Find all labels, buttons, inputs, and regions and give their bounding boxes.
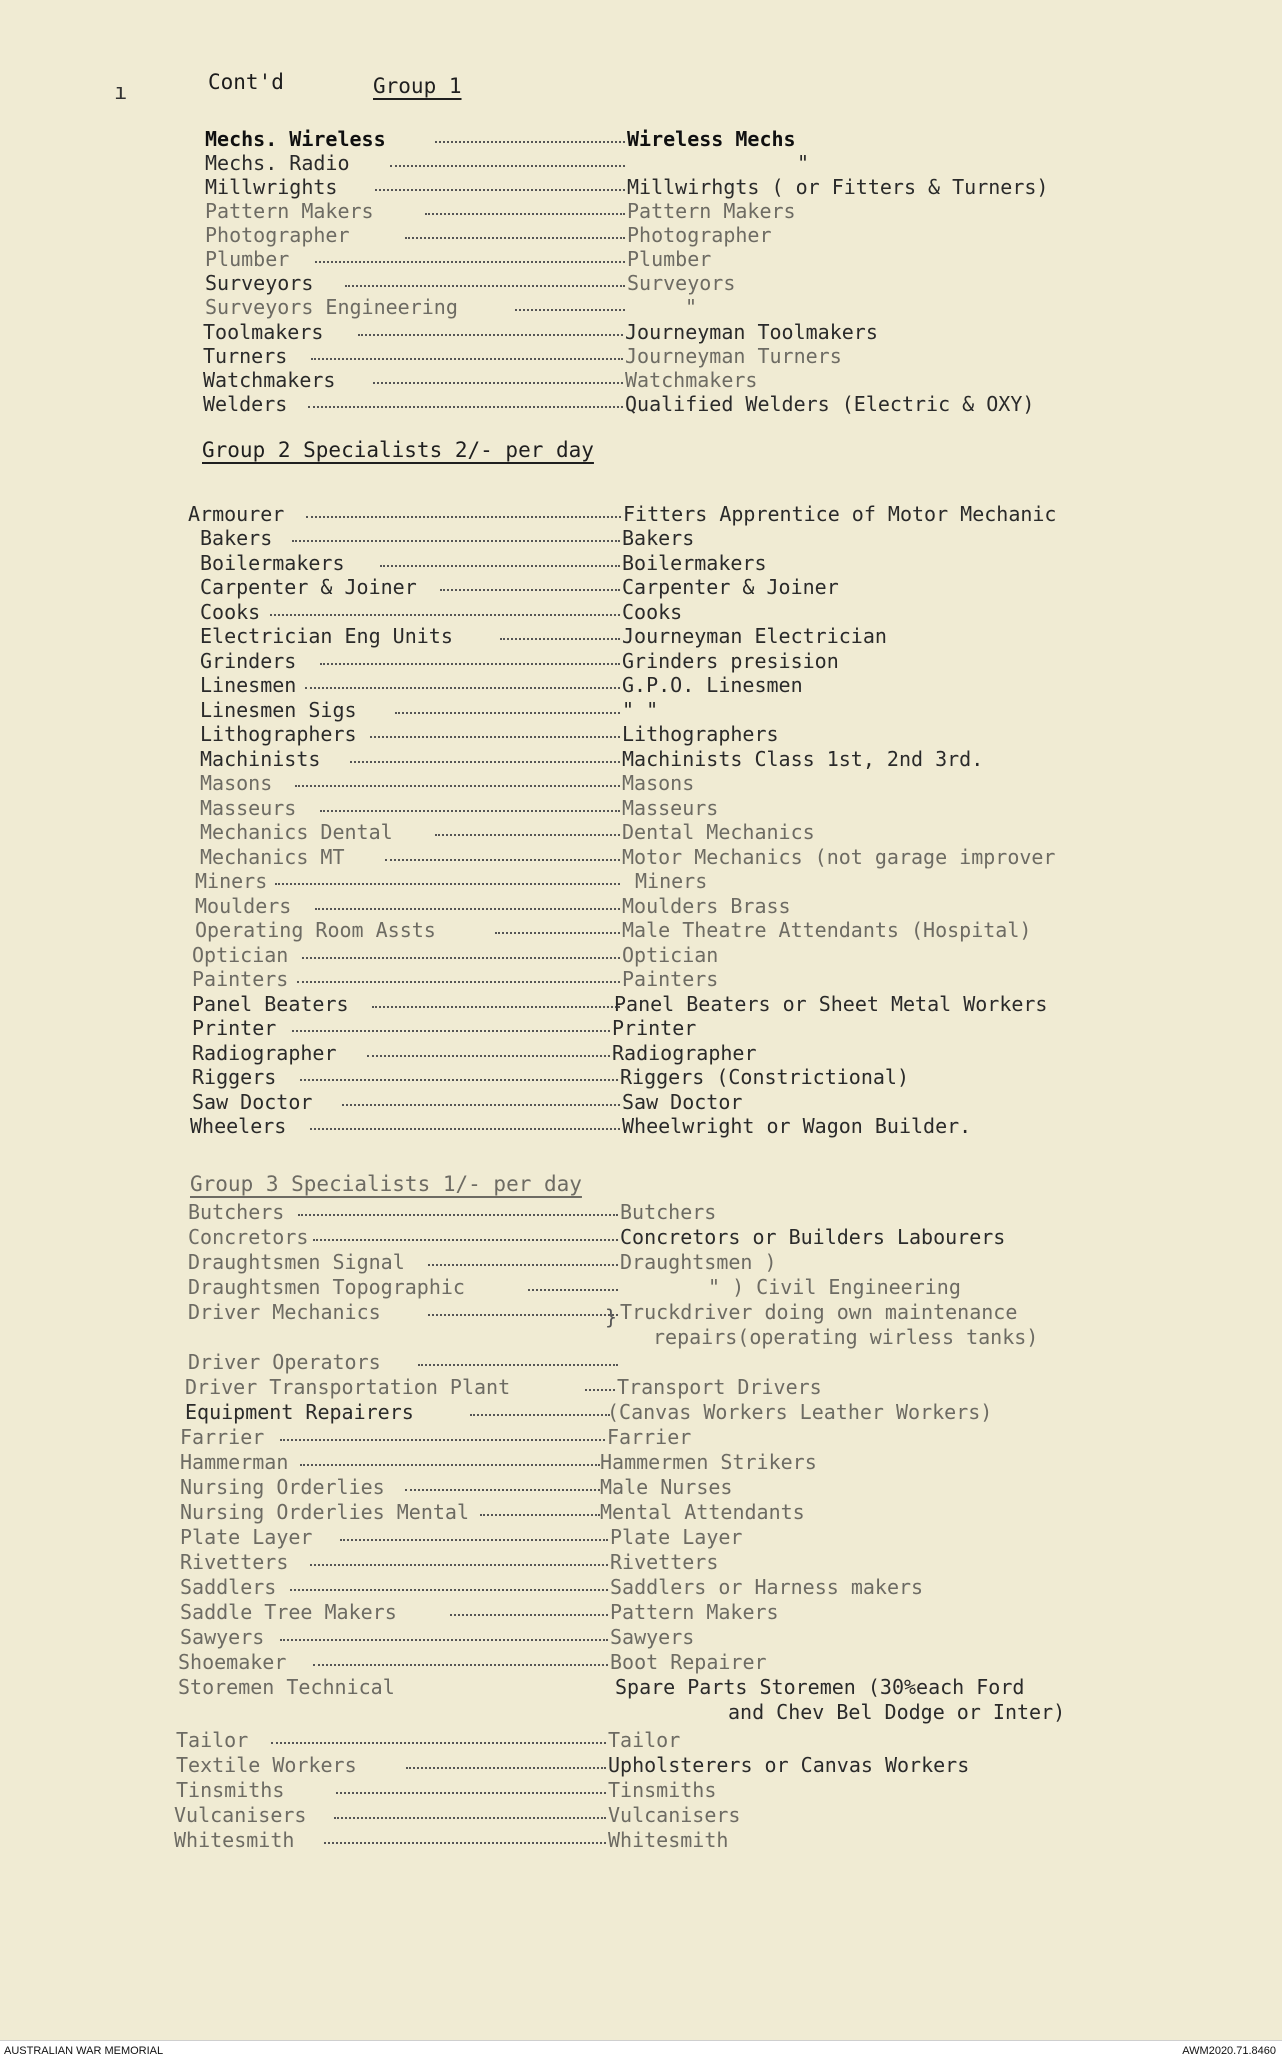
brace-mark: } xyxy=(605,1305,618,1329)
civil-equivalent: Truckdriver doing own maintenance xyxy=(620,1300,1018,1324)
dot-leader xyxy=(342,1090,620,1106)
group-3-heading: Group 3 Specialists 1/- per day xyxy=(190,1172,582,1196)
trade-name: Nursing Orderlies Mental xyxy=(180,1500,469,1524)
civil-equivalent: Boilermakers xyxy=(622,551,767,575)
dot-leader xyxy=(280,1625,608,1641)
civil-equivalent: Mental Attendants xyxy=(600,1500,805,1524)
civil-equivalent: Pattern Makers xyxy=(627,199,796,223)
archive-name: AUSTRALIAN WAR MEMORIAL xyxy=(4,2045,164,2057)
civil-equivalent: Photographer xyxy=(627,223,772,247)
dot-leader xyxy=(308,392,623,408)
trade-name: Panel Beaters xyxy=(192,992,349,1016)
dot-leader xyxy=(297,967,620,983)
trade-name: Plate Layer xyxy=(180,1525,313,1549)
trade-name: Sawyers xyxy=(180,1625,265,1649)
civil-equivalent: Machinists Class 1st, 2nd 3rd. xyxy=(622,747,984,771)
dot-leader xyxy=(350,747,620,763)
civil-equivalent: Boot Repairer xyxy=(610,1650,767,1674)
civil-equivalent: Wireless Mechs xyxy=(627,127,796,151)
dot-leader xyxy=(500,624,620,640)
dot-leader xyxy=(406,1753,606,1769)
trade-name: Armourer xyxy=(188,502,285,526)
civil-equivalent: Transport Drivers xyxy=(617,1375,822,1399)
group-1-heading: Group 1 xyxy=(373,74,462,98)
dot-leader xyxy=(324,1828,606,1844)
civil-equivalent: (Canvas Workers Leather Workers) xyxy=(607,1400,993,1424)
civil-equivalent: Printer xyxy=(612,1016,697,1040)
civil-equivalent: Grinders presision xyxy=(622,649,839,673)
trade-name: Optician xyxy=(192,943,289,967)
civil-equivalent: G.P.O. Linesmen xyxy=(622,673,803,697)
trade-name: Mechanics Dental xyxy=(200,820,393,844)
civil-equivalent: Sawyers xyxy=(610,1625,695,1649)
dot-leader xyxy=(310,1550,608,1566)
archive-footer xyxy=(0,2040,1282,2062)
item-reference: AWM2020.71.8460 xyxy=(1182,2045,1276,2057)
group-2-heading: Group 2 Specialists 2/- per day xyxy=(202,438,594,462)
civil-equivalent: Journeyman Electrician xyxy=(622,624,887,648)
trade-name: Lithographers xyxy=(200,722,357,746)
table-row xyxy=(205,127,845,151)
dot-leader xyxy=(313,1225,618,1241)
civil-equivalent: Spare Parts Storemen (30%each Ford xyxy=(615,1675,1025,1699)
table-row xyxy=(205,151,845,175)
table-row xyxy=(205,175,1145,199)
civil-equivalent: Upholsterers or Canvas Workers xyxy=(608,1753,970,1777)
dot-leader xyxy=(495,918,620,934)
civil-equivalent: " " xyxy=(622,698,659,722)
civil-equivalent: and Chev Bel Dodge or Inter) xyxy=(728,1700,1066,1724)
trade-name: Masons xyxy=(200,771,273,795)
trade-name: Millwrights xyxy=(205,175,338,199)
dot-leader xyxy=(336,1778,606,1794)
trade-name: Operating Room Assts xyxy=(195,918,436,942)
dot-leader xyxy=(280,1425,605,1441)
trade-name: Machinists xyxy=(200,747,321,771)
dot-leader xyxy=(428,1300,618,1316)
civil-equivalent: Millwirhgts ( or Fitters & Turners) xyxy=(627,175,1049,199)
dot-leader xyxy=(311,344,623,360)
civil-equivalent: Masseurs xyxy=(622,796,719,820)
trade-name: Riggers xyxy=(192,1065,277,1089)
dot-leader xyxy=(313,1650,608,1666)
trade-name: Grinders xyxy=(200,649,297,673)
trade-name: Miners xyxy=(195,869,268,893)
civil-equivalent: Male Nurses xyxy=(600,1475,733,1499)
trade-name: Surveyors xyxy=(205,271,314,295)
civil-equivalent: Fitters Apprentice of Motor Mechanic xyxy=(623,502,1057,526)
dot-leader xyxy=(372,992,620,1008)
dot-leader xyxy=(435,820,620,836)
civil-equivalent: Pattern Makers xyxy=(610,1600,779,1624)
trade-name: Watchmakers xyxy=(203,368,336,392)
dot-leader xyxy=(390,151,625,167)
trade-name: Mechs. Wireless xyxy=(205,127,386,151)
trade-name: Turners xyxy=(203,344,288,368)
trade-name: Shoemaker xyxy=(178,1650,287,1674)
civil-equivalent: Miners xyxy=(635,869,708,893)
dot-leader xyxy=(428,1250,618,1266)
dot-leader xyxy=(270,600,620,616)
trade-name: Nursing Orderlies xyxy=(180,1475,385,1499)
trade-name: Wheelers xyxy=(190,1114,287,1138)
trade-name: Saw Doctor xyxy=(192,1090,313,1114)
trade-name: Cooks xyxy=(200,600,261,624)
dot-leader xyxy=(480,1500,600,1516)
trade-name: Rivetters xyxy=(180,1550,289,1574)
trade-name: Carpenter & Joiner xyxy=(200,575,417,599)
dot-leader xyxy=(292,526,620,542)
dot-leader xyxy=(340,1525,608,1541)
dot-leader xyxy=(306,502,621,518)
civil-equivalent: Plate Layer xyxy=(610,1525,743,1549)
hole-punch-mark: ı xyxy=(114,80,128,105)
civil-equivalent: Cooks xyxy=(622,600,683,624)
dot-leader xyxy=(405,1475,600,1491)
trade-name: Radiographer xyxy=(192,1041,337,1065)
civil-equivalent: Butchers xyxy=(620,1200,717,1224)
civil-equivalent: Saddlers or Harness makers xyxy=(610,1575,924,1599)
dot-leader xyxy=(290,1575,608,1591)
dot-leader xyxy=(310,1114,620,1130)
trade-name: Photographer xyxy=(205,223,350,247)
trade-name: Surveyors Engineering xyxy=(205,295,458,319)
dot-leader xyxy=(271,1728,606,1744)
civil-equivalent: Watchmakers xyxy=(625,368,758,392)
dot-leader xyxy=(375,175,625,191)
dot-leader xyxy=(334,1803,606,1819)
dot-leader xyxy=(292,1016,610,1032)
civil-equivalent: Concretors or Builders Labourers xyxy=(620,1225,1006,1249)
trade-name: Driver Transportation Plant xyxy=(185,1375,511,1399)
civil-equivalent: Whitesmith xyxy=(608,1828,729,1852)
civil-equivalent: Hammermen Strikers xyxy=(600,1450,817,1474)
civil-equivalent: Moulders Brass xyxy=(622,894,791,918)
dot-leader xyxy=(528,1275,618,1291)
dot-leader xyxy=(275,869,620,885)
trade-name: Draughtsmen Topographic xyxy=(188,1275,465,1299)
dot-leader xyxy=(320,649,620,665)
trade-name: Vulcanisers xyxy=(174,1803,307,1827)
dot-leader xyxy=(450,1600,608,1616)
dot-leader xyxy=(345,271,625,287)
trade-name: Boilermakers xyxy=(200,551,345,575)
dot-leader xyxy=(300,1065,618,1081)
trade-name: Saddle Tree Makers xyxy=(180,1600,397,1624)
trade-name: Moulders xyxy=(195,894,292,918)
dot-leader xyxy=(405,223,625,239)
trade-name: Equipment Repairers xyxy=(185,1400,414,1424)
dot-leader xyxy=(300,1450,600,1466)
civil-equivalent: " xyxy=(685,295,698,319)
trade-name: Tinsmiths xyxy=(176,1778,285,1802)
civil-equivalent: Journeyman Toolmakers xyxy=(625,320,878,344)
civil-equivalent: Tailor xyxy=(608,1728,681,1752)
trade-name: Driver Mechanics xyxy=(188,1300,381,1324)
civil-equivalent: Dental Mechanics xyxy=(622,820,815,844)
dot-leader xyxy=(380,551,620,567)
civil-equivalent: Farrier xyxy=(607,1425,692,1449)
dot-leader xyxy=(395,698,620,714)
trade-name: Bakers xyxy=(200,526,273,550)
civil-equivalent: repairs(operating wirless tanks) xyxy=(653,1325,1039,1349)
trade-name: Saddlers xyxy=(180,1575,277,1599)
trade-name: Plumber xyxy=(205,247,290,271)
trade-name: Electrician Eng Units xyxy=(200,624,453,648)
trade-name: Printer xyxy=(192,1016,277,1040)
dot-leader xyxy=(585,1375,615,1391)
dot-leader xyxy=(305,673,620,689)
trade-name: Storemen Technical xyxy=(178,1675,395,1699)
civil-equivalent: Motor Mechanics (not garage improver xyxy=(622,845,1056,869)
trade-name: Mechs. Radio xyxy=(205,151,350,175)
trade-name: Linesmen Sigs xyxy=(200,698,357,722)
civil-equivalent: Draughtsmen ) xyxy=(620,1250,777,1274)
civil-equivalent: Radiographer xyxy=(612,1041,757,1065)
trade-name: Masseurs xyxy=(200,796,297,820)
dot-leader xyxy=(358,320,623,336)
civil-equivalent: Tinsmiths xyxy=(608,1778,717,1802)
trade-name: Textile Workers xyxy=(176,1753,357,1777)
civil-equivalent: Optician xyxy=(622,943,719,967)
civil-equivalent: Bakers xyxy=(622,526,695,550)
dot-leader xyxy=(385,845,620,861)
dot-leader xyxy=(515,295,625,311)
dot-leader xyxy=(425,199,625,215)
trade-name: Driver Operators xyxy=(188,1350,381,1374)
trade-name: Butchers xyxy=(188,1200,285,1224)
civil-equivalent: Wheelwright or Wagon Builder. xyxy=(622,1114,972,1138)
civil-equivalent: Carpenter & Joiner xyxy=(622,575,839,599)
trade-name: Concretors xyxy=(188,1225,309,1249)
continued-label: Cont'd xyxy=(208,70,284,94)
trade-name: Farrier xyxy=(180,1425,265,1449)
trade-name: Whitesmith xyxy=(174,1828,295,1852)
dot-leader xyxy=(302,943,620,959)
trade-name: Mechanics MT xyxy=(200,845,345,869)
civil-equivalent: Masons xyxy=(622,771,695,795)
dot-leader xyxy=(320,796,620,812)
dot-leader xyxy=(435,127,625,143)
trade-name: Welders xyxy=(203,392,288,416)
dot-leader xyxy=(298,1200,618,1216)
trade-name: Draughtsmen Signal xyxy=(188,1250,405,1274)
civil-equivalent: Plumber xyxy=(627,247,712,271)
trade-name: Pattern Makers xyxy=(205,199,374,223)
dot-leader xyxy=(367,1041,610,1057)
trade-name: Linesmen xyxy=(200,673,297,697)
trade-name: Painters xyxy=(192,967,289,991)
civil-equivalent: Male Theatre Attendants (Hospital) xyxy=(622,918,1032,942)
trade-name: Hammerman xyxy=(180,1450,289,1474)
dot-leader xyxy=(418,1350,618,1366)
civil-equivalent: Qualified Welders (Electric & OXY) xyxy=(625,392,1035,416)
civil-equivalent: Vulcanisers xyxy=(608,1803,741,1827)
dot-leader xyxy=(315,894,620,910)
civil-equivalent: " xyxy=(797,151,810,175)
trade-name: Tailor xyxy=(176,1728,249,1752)
civil-equivalent: " ) Civil Engineering xyxy=(708,1275,961,1299)
dot-leader xyxy=(370,722,620,738)
civil-equivalent: Journeyman Turners xyxy=(625,344,842,368)
dot-leader xyxy=(315,247,625,263)
dot-leader xyxy=(373,368,623,384)
civil-equivalent: Surveyors xyxy=(627,271,736,295)
civil-equivalent: Riggers (Constrictional) xyxy=(620,1065,909,1089)
dot-leader xyxy=(295,771,620,787)
civil-equivalent: Rivetters xyxy=(610,1550,719,1574)
dot-leader xyxy=(440,575,620,591)
civil-equivalent: Panel Beaters or Sheet Metal Workers xyxy=(614,992,1048,1016)
civil-equivalent: Painters xyxy=(622,967,719,991)
trade-name: Toolmakers xyxy=(203,320,324,344)
civil-equivalent: Lithographers xyxy=(622,722,779,746)
civil-equivalent: Saw Doctor xyxy=(622,1090,743,1114)
dot-leader xyxy=(470,1400,610,1416)
